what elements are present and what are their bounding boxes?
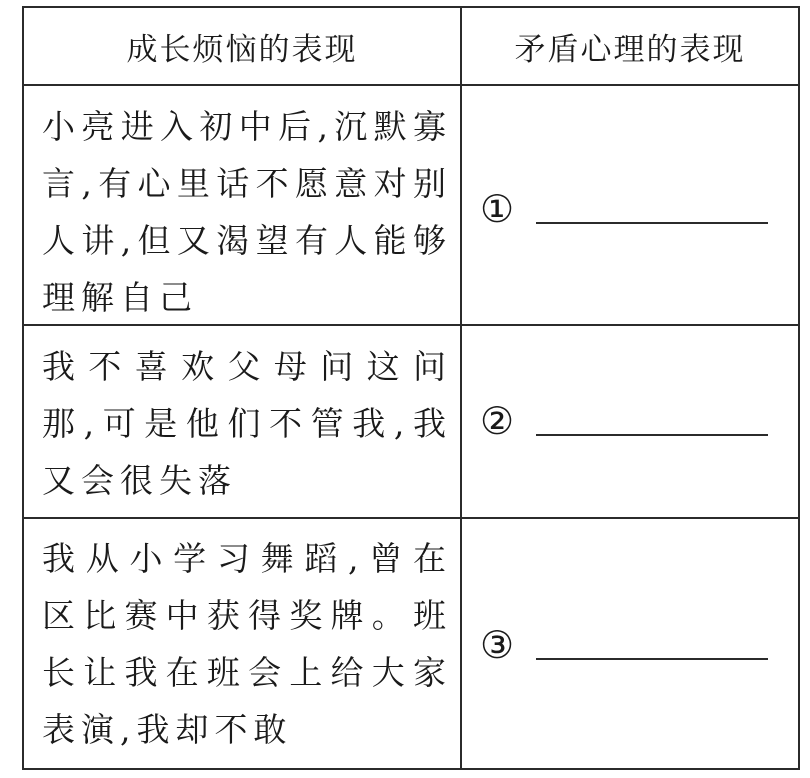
header-growth-troubles: 成长烦恼的表现	[126, 31, 358, 68]
row-2-description	[42, 338, 452, 509]
header-divider	[24, 84, 798, 86]
row-3-description	[42, 530, 452, 758]
answer-blank-1[interactable]	[536, 222, 768, 224]
text-line: 又会很失落	[42, 461, 237, 500]
contradiction-table	[22, 6, 800, 770]
row-3-answer[interactable]	[480, 620, 780, 670]
text-line: 区比赛中获得奖牌。班	[42, 596, 452, 635]
row-divider	[24, 517, 798, 519]
circled-number-1: ①	[480, 187, 515, 231]
text-line: 表演,我却不敢	[42, 710, 293, 749]
text-line: 那,可是他们不管我,我	[42, 404, 452, 443]
answer-blank-2[interactable]	[536, 434, 768, 436]
text-line: 我不喜欢父母问这问	[42, 347, 452, 386]
circled-number-2: ②	[480, 399, 515, 443]
row-2-answer[interactable]	[480, 396, 780, 446]
row-1-answer[interactable]	[480, 184, 780, 234]
text-line: 言,有心里话不愿意对别	[42, 164, 452, 203]
header-contradictory-psychology: 矛盾心理的表现	[514, 31, 746, 68]
circled-number-3: ③	[480, 623, 515, 667]
column-divider	[460, 8, 462, 768]
text-line: 理解自己	[42, 278, 198, 317]
answer-blank-3[interactable]	[536, 658, 768, 660]
text-line: 人讲,但又渴望有人能够	[42, 221, 452, 260]
text-line: 小亮进入初中后,沉默寡	[42, 107, 452, 146]
text-line: 我从小学习舞蹈,曾在	[42, 539, 452, 578]
text-line: 长让我在班会上给大家	[42, 653, 452, 692]
row-1-description	[42, 98, 452, 326]
